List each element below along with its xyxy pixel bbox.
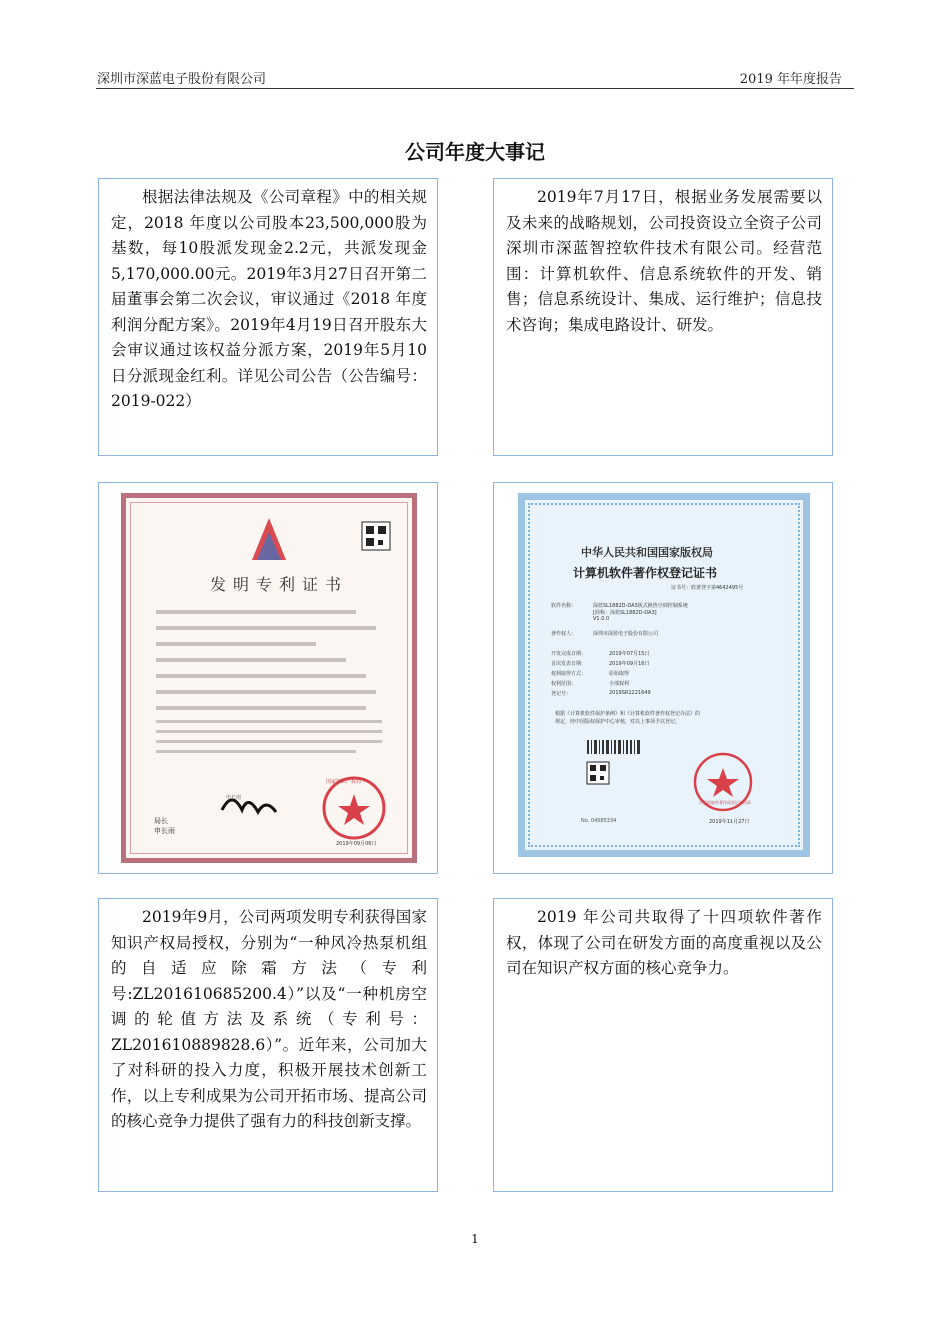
acquire-value: 原始取得	[609, 671, 630, 677]
patent-certificate-graphic	[126, 498, 412, 858]
header-report: 2019 年年度报告	[739, 72, 842, 87]
software-name-label: 软件名称：	[551, 603, 577, 609]
scope-value: 全部权利	[609, 681, 630, 687]
page-title: 公司年度大事记	[405, 140, 545, 164]
patent-box	[98, 898, 438, 1192]
registration-basis-2: 规定，经中国版权保护中心审核，对以上事项予以登记。	[555, 719, 681, 725]
owner-value: 深圳市深蓝电子股份有限公司	[593, 631, 659, 637]
registration-basis: 根据《计算机软件保护条例》和《计算机软件著作权登记办法》的	[555, 711, 701, 717]
copyright-serial: No. 04585334	[581, 818, 617, 824]
patent-signature: 申长雨	[226, 795, 242, 801]
copyright-seal-text: 计算机软件著作权登记专用章	[699, 800, 751, 805]
copyright-certificate-graphic	[525, 500, 803, 850]
subsidiary-box	[493, 178, 833, 456]
copyright-box	[493, 898, 833, 1192]
copyright-certificate-frame	[493, 482, 833, 874]
header-divider	[96, 88, 854, 89]
patent-certificate-date: 2019年09月06日	[336, 841, 377, 847]
dev-done-value: 2019年07月15日	[609, 651, 650, 657]
patent-certificate-title: 发明专利证书	[210, 575, 349, 594]
dividend-box	[98, 178, 438, 456]
subsidiary-text: 2019年7月17日，根据业务发展需要以及未来的战略规划，公司投资设立全资子公司深圳市深蓝智控软件技术有限公司。经营范围：计算机软件、信息系统软件的开发、销售；信息系统设计、集成、运行维护；信息技术咨询；集成电路设计、研发。	[506, 188, 822, 334]
copyright-date: 2019年11月27日	[709, 819, 750, 825]
patent-signer-title: 局长	[154, 817, 168, 825]
owner-label: 著作权人：	[551, 631, 577, 637]
patent-certificate-frame	[98, 482, 438, 874]
patent-certificate-image	[121, 493, 417, 863]
copyright-heading-1: 中华人民共和国国家版权局	[581, 546, 713, 559]
barcode-icon	[587, 740, 640, 754]
copyright-cert-no: 证书号：软著登字第4642495号	[671, 585, 744, 591]
software-version: V1.0.0	[593, 616, 610, 622]
dev-done-label: 开发完成日期：	[551, 651, 587, 657]
reg-value: 2019SR1221649	[609, 690, 651, 696]
acquire-label: 权利取得方式：	[551, 671, 587, 677]
copyright-certificate-image	[518, 493, 810, 857]
patent-seal-text: 国家知识产权局	[326, 779, 362, 785]
scope-label: 权利范围：	[551, 681, 577, 687]
publish-value: 2019年09月16日	[609, 661, 650, 667]
signature-mark	[222, 800, 276, 812]
software-short-name: [简称：深蓝SL1882D-DA3]	[593, 610, 657, 616]
reg-label: 登记号：	[551, 691, 572, 697]
patent-signer-sub: 申长雨	[154, 827, 175, 835]
patent-text: 2019年9月，公司两项发明专利获得国家知识产权局授权，分别为“一种风冷热泵机组的自适应除霜方法（专利号:ZL201610685200.4）”以及“一种机房空调的轮值方法及系统（专利号：ZL201610889828.6）”。近年来，公司加大了对科研的投入力度，积极开展技术创新工作，以上专利成果为公司开拓市场、提高公司的核心竞争力提供了强有力的科技创新支撑。	[111, 908, 427, 1130]
copyright-heading-2: 计算机软件著作权登记证书	[573, 566, 718, 580]
dividend-text: 根据法律法规及《公司章程》中的相关规定，2018 年度以公司股本23,500,000股为基数，每10股派发现金2.2元，共派发现金5,170,000.00元。2019年3月27日召开第二届董事会第二次会议，审议通过《2018 年度利润分配方案》。2019年4月19日召开股东大会审议通过该权益分派方案，2019年5月10日分派现金红利。详见公司公告（公告编号：2019-022）	[111, 188, 427, 410]
copyright-text: 2019 年公司共取得了十四项软件著作权，体现了公司在研发方面的高度重视以及公司在知识产权方面的核心竞争力。	[506, 908, 822, 977]
software-name: 深蓝SL1882D-DA3板式换热空调控制系统	[593, 603, 688, 609]
publish-label: 首次发表日期：	[551, 661, 587, 667]
header-company: 深圳市深蓝电子股份有限公司	[97, 72, 267, 87]
page-number: 1	[471, 1232, 479, 1246]
